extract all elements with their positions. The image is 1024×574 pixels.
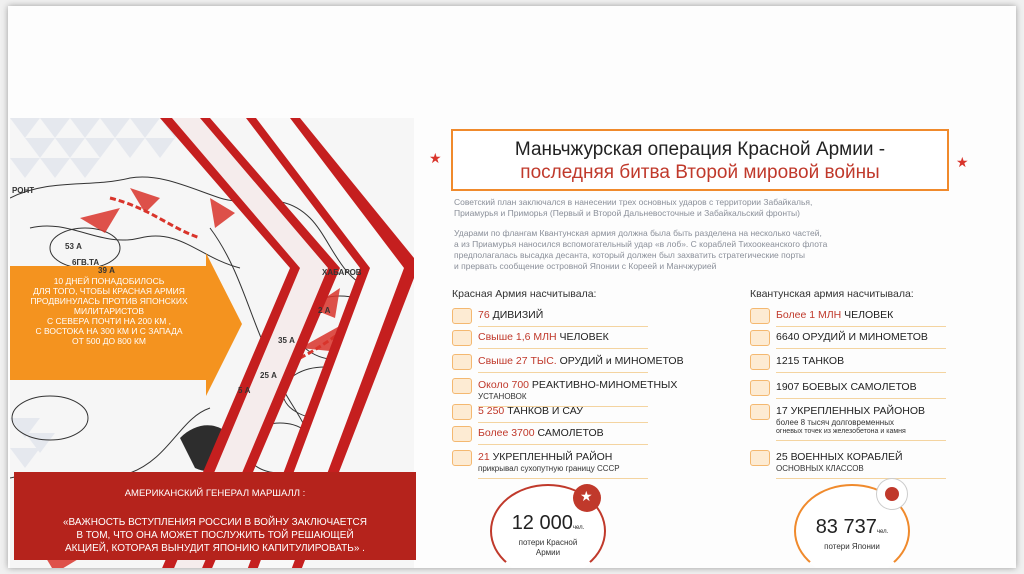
quote-text: «ВАЖНОСТЬ ВСТУПЛЕНИЯ РОССИИ В ВОЙНУ ЗАКЛЮЧАЕТСЯ В ТОМ, ЧТО ОНА МОЖЕТ ПОСЛУЖИТЬ ТОЙ РЕШАЮЩЕЙ АКЦИЕЙ, КОТОРАЯ ВЫНУДИТ ЯПОНИЮ КАПИТУЛИРОВАТЬ» . [62, 517, 367, 554]
divider [776, 440, 946, 441]
star-icon-right: ★ [956, 154, 969, 170]
crowd-icon [750, 308, 770, 324]
red-army-heading: Красная Армия насчитывала: [452, 288, 597, 300]
page-title-line2: последняя битва Второй мировой войны [520, 162, 880, 183]
red-army-losses-number: 12 000 [511, 512, 573, 534]
plane-icon [452, 426, 472, 442]
kwantung-army-heading: Квантунская армия насчитывала: [750, 288, 914, 300]
intro-paragraph-1: Советский план заключался в нанесении трех основных ударов с территории Забайкалья, Приамурья и Приморья (Первый и Второй Дальневосточные и Забайкальский фронты) [454, 197, 813, 218]
map-label-53a: 53 А [65, 242, 82, 251]
divider [478, 422, 648, 423]
callout-text: 10 ДНЕЙ ПОНАДОБИЛОСЬ ДЛЯ ТОГО, ЧТОБЫ КРАСНАЯ АРМИЯ ПРОДВИНУЛАСЬ ПРОТИВ ЯПОНСКИХ МИЛИТАРИСТОВ С СЕВЕРА ПОЧТИ НА 200 КМ , С ВОСТОКА НА 300 КМ И С ЗАПАДА ОТ 500 ДО 800 КМ [30, 276, 188, 346]
map-label-25a: 25 А [260, 371, 277, 380]
red-star-badge [573, 484, 601, 512]
japan-losses-number: 83 737 [815, 516, 877, 538]
title-box [451, 129, 949, 191]
divider [776, 372, 946, 373]
japan-losses-unit: чел. [876, 529, 889, 535]
map-label-39a: 39 А [98, 266, 115, 275]
ship-icon [750, 450, 770, 466]
japan-losses-label: потери Японии [824, 542, 880, 551]
quote-box [14, 472, 416, 560]
divider [776, 398, 946, 399]
divider [478, 348, 648, 349]
plane-icon [750, 380, 770, 396]
map-label-5a: 5 А [238, 386, 251, 395]
divider [776, 348, 946, 349]
truck-icon [452, 378, 472, 394]
divider [478, 478, 648, 479]
divider [478, 444, 648, 445]
rising-sun-icon [885, 487, 899, 501]
japan-flag-badge [876, 478, 908, 510]
rocket-icon [452, 354, 472, 370]
divider [776, 478, 946, 479]
tank-icon [452, 404, 472, 420]
page-title-line1: Маньчжурская операция Красной Армии - [514, 139, 886, 160]
rocket-icon [750, 330, 770, 346]
divider [776, 326, 946, 327]
divider [478, 326, 648, 327]
star-icon-left: ★ [429, 150, 442, 166]
star-icon: ★ [580, 488, 593, 504]
check-icon [452, 450, 472, 466]
intro-paragraph-2: Ударами по флангам Квантунская армия должна была быть разделена на несколько частей, а из Приамурья наносился вспомогательный удар «в лоб». С кораблей Тихоокеанского флота предполагалась высадка десанта, который должен был захватить стратегические порты и прервать сообщение островной Японии с Кореей и Манчжурией [454, 228, 828, 271]
divider [478, 372, 648, 373]
map-label-front: РОНТ [12, 186, 35, 195]
tank-icon [750, 354, 770, 370]
map-label-6gvta: 6ГВ.ТА [72, 258, 100, 267]
check-icon [750, 404, 770, 420]
red-army-losses-unit: чел. [572, 525, 585, 531]
slide: РОНТ 53 А 6ГВ.ТА 39 А ХАБАРОВ 2 А 35 А 25 А 5 А 10 ДНЕЙ ПОНАДОБИЛОСЬ ДЛЯ ТОГО, ЧТОБЫ КРАСНАЯ АРМИЯ ПРОДВИНУЛАСЬ ПРОТИВ ЯПОНСКИХ МИЛИТАРИСТОВ С СЕВЕРА ПОЧТИ НА 200 КМ , С ВОСТОКА НА 300 КМ И С ЗАПАДА ОТ 500 ДО 800 КМ АМЕРИКАНСКИЙ ГЕНЕРАЛ МАРШАЛЛ : «ВАЖНОСТЬ ВСТУПЛЕНИЯ РОССИИ В ВОЙНУ ЗАКЛЮЧАЕТСЯ В ТОМ, ЧТО ОНА МОЖЕТ ПОСЛУЖИТЬ ТОЙ РЕШАЮЩЕЙ АКЦИЕЙ, КОТОРАЯ ВЫНУДИТ ЯПОНИЮ КАПИТУЛИРОВАТЬ» . ★ ★ Маньчжурская операция Красной Армии - последняя битва Второй мировой войны Советский план заключался в нанесении трех основных ударов с территории Забайкалья, Приамурья и Приморья (Первый и Второй Дальневосточные и Забайкальский фронты) Ударами по флангам Квантунская армия должна была быть разделена на несколько частей, а из Приамурья наносился вспомогательный удар «в лоб». С кораблей Тихоокеанского флота предполагалась высадка десанта, который должен был захватить стратегические порты и прервать сообщение островной Японии с Кореей и Манчжурией Красная Армия насчитывала: 76 ДИВИЗИЙ Свыше 1,6 МЛН ЧЕЛОВЕК Свыше 27 ТЫС. ОРУДИЙ и МИНОМЕТОВ Около 700 РЕАКТИВНО-МИНОМЕТНЫХ УСТАНОВОК 5 250 ТАНКОВ И САУ Более 3700 САМОЛЕТОВ 21 УКРЕПЛЕННЫЙ РАЙОН прикрывал сухопутную границу СССР Квантунская армия насчитывала: Более 1 МЛН ЧЕЛОВЕК 6640 ОРУДИЙ И МИНОМЕТОВ 1215 ТАНКОВ 1907 БОЕВЫХ САМОЛЕТОВ 17 УКРЕПЛЕННЫХ РАЙОНОВ более 8 тысяч долговременных огневых точек из железобетона и камня 25 ВОЕННЫХ КОРАБЛЕЙ ОСНОВНЫХ КЛАССОВ 12 000чел. потери Красной Армии ★ 83 737чел. потери Японии [8, 6, 1016, 568]
map-label-khabarovsk: ХАБАРОВ [322, 268, 362, 277]
soldier-icon [452, 308, 472, 324]
crowd-icon [452, 330, 472, 346]
map-label-35a: 35 А [278, 336, 295, 345]
map-label-2a: 2 А [318, 306, 331, 315]
red-army-losses-label: потери Красной Армии [518, 538, 578, 557]
quote-author: АМЕРИКАНСКИЙ ГЕНЕРАЛ МАРШАЛЛ : [124, 488, 306, 499]
